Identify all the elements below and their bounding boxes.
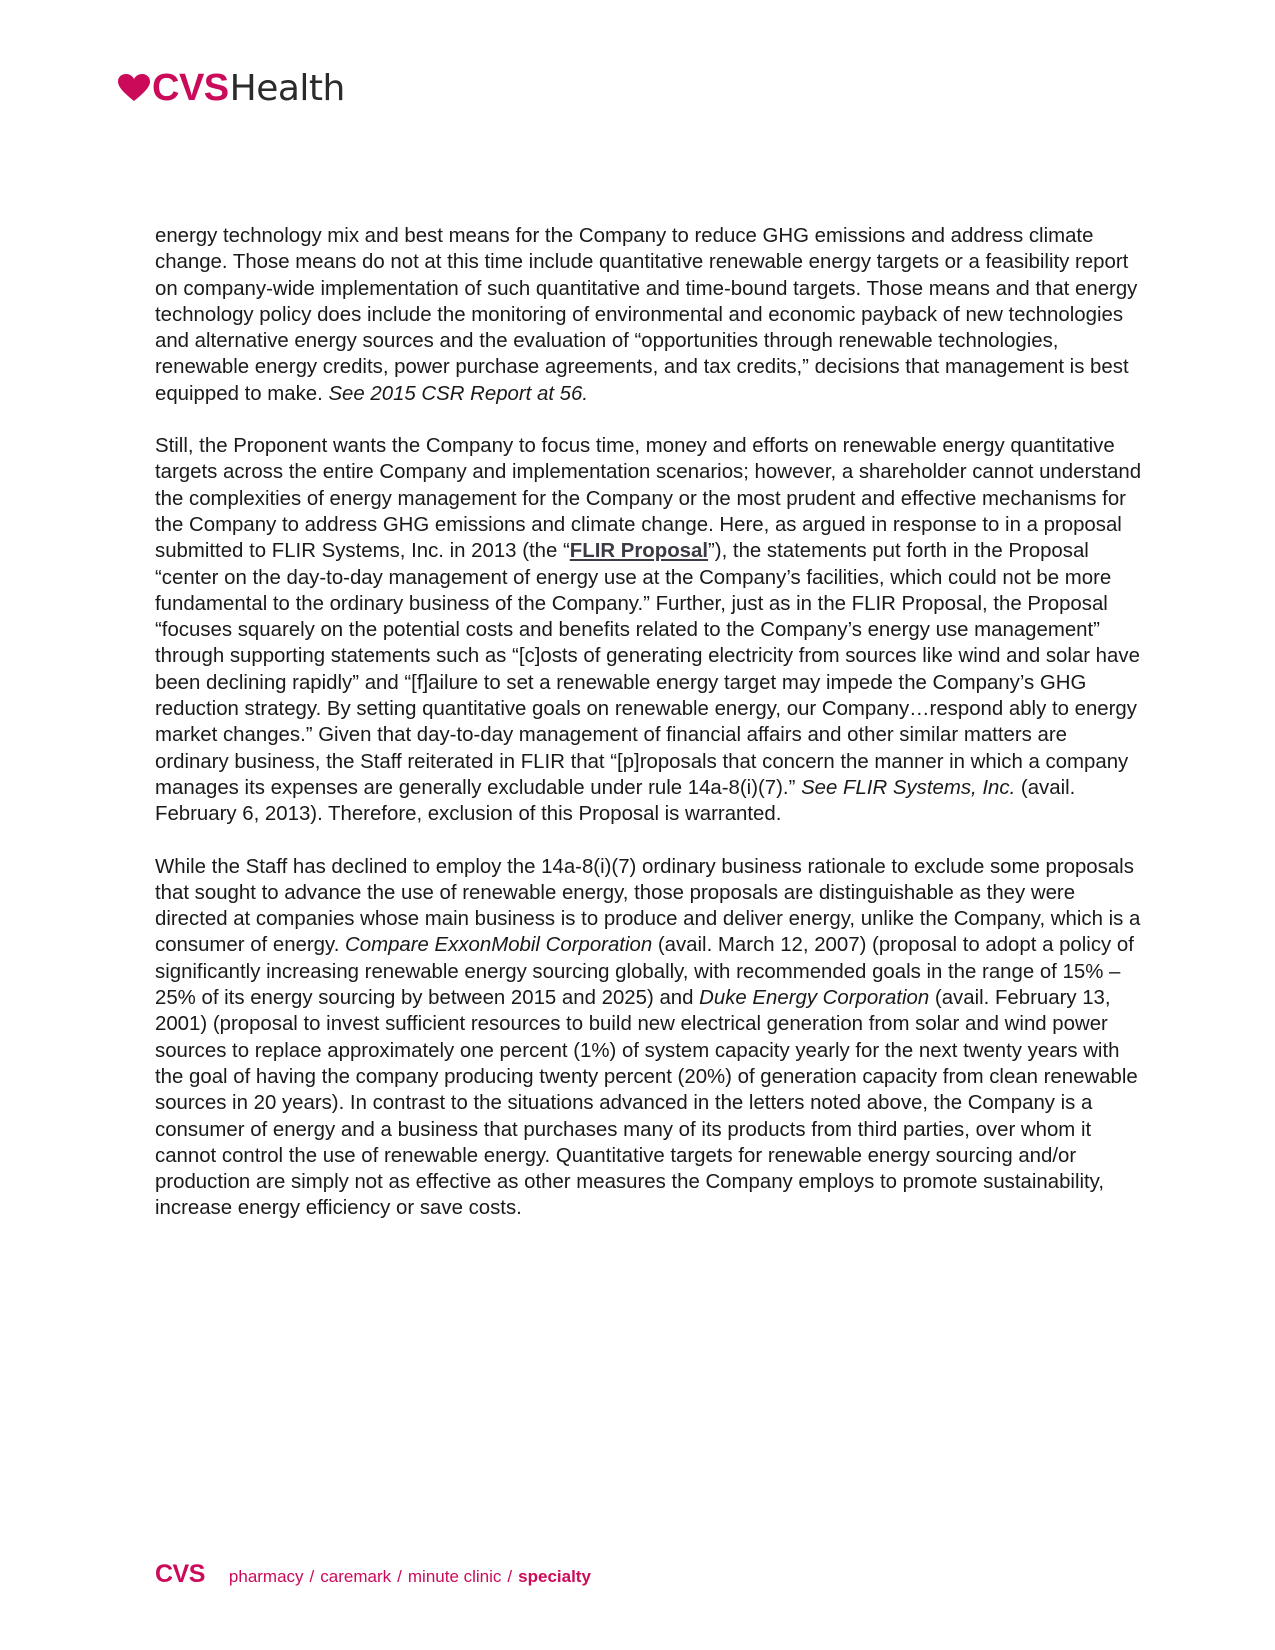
- paragraph: [155, 223, 1145, 407]
- footer-separator: /: [507, 1567, 513, 1586]
- citation: Duke Energy Corporation: [699, 987, 930, 1010]
- cvs-health-logo: [118, 66, 345, 110]
- heart-icon: [118, 74, 150, 102]
- footer-unit-minute-clinic: minute clinic: [407, 1567, 502, 1586]
- footer-unit-caremark: caremark: [320, 1567, 392, 1586]
- defined-term-flir-proposal: FLIR Proposal: [569, 540, 709, 563]
- citation: See 2015 CSR Report at 56.: [328, 382, 589, 405]
- footer-separator: /: [397, 1567, 402, 1586]
- paragraph-text: While the Staff has declined to employ the 14a-8(i)(7) ordinary business rationale to exclude some proposals that sought to advance the use of renewable energy, those proposals are distinguishable as they were directed at companies whose main business is to produce and deliver energy, unlike the Company, which is a consumer of energy.: [155, 855, 1141, 957]
- paragraph-text: Still, the Proponent wants the Company to focus time, money and efforts on renewable energy quantitative targets across the entire Company and implementation scenarios; however, a shareholder cannot understand the complexities of energy management for the Company or the most prudent and effective mechanisms for the Company to address GHG emissions and climate change. Here, as argued in response to in a proposal submitted to FLIR Systems, Inc. in 2013 (the “: [155, 435, 1142, 563]
- footer-business-units: [229, 1567, 591, 1587]
- letter-body: [155, 223, 1145, 1248]
- paragraph-text: (avail. February 6, 2013). Therefore, exclusion of this Proposal is warranted.: [155, 776, 1076, 826]
- footer-cvs-logo: CVS: [155, 1560, 205, 1588]
- paragraph-text: ”), the statements put forth in the Proposal “center on the day-to-day management of energy use at the Company’s facilities, which could not be more fundamental to the ordinary business of the Company.” Further, just as in the FLIR Proposal, the Proposal “focuses squarely on the potential costs and benefits related to the Company’s energy use management” through supporting statements such as “[c]osts of generating electricity from sources like wind and solar have been declining rapidly” and “[f]ailure to set a renewable energy target may impede the Company’s GHG reduction strategy. By setting quantitative goals on renewable energy, our Company…respond ably to energy market changes.” Given that day-to-day management of financial affairs and other similar matters are ordinary business, the Staff reiterated in FLIR that “[p]roposals that concern the manner in which a company manages its expenses are generally excludable under rule 14a-8(i)(7).”: [155, 540, 1140, 799]
- logo-health-text: Health: [229, 67, 345, 109]
- footer-unit-pharmacy: pharmacy: [228, 1567, 304, 1586]
- paragraph: [155, 433, 1145, 827]
- paragraph: [155, 854, 1145, 1222]
- footer-brand-line: [155, 1560, 591, 1589]
- logo-cvs-text: CVS: [152, 66, 229, 109]
- footer-separator: /: [309, 1567, 315, 1586]
- paragraph-text: energy technology mix and best means for the Company to reduce GHG emissions and address climate change. Those means do not at this time include quantitative renewable energy targets or a feasibility report on company-wide implementation of such quantitative and time-bound targets. Those means and that energy technology policy does include the monitoring of environmental and economic payback of new technologies and alternative energy sources and the evaluation of “opportunities through renewable technologies, renewable energy credits, power purchase agreements, and tax credits,” decisions that management is best equipped to make.: [155, 225, 1138, 405]
- footer-unit-specialty: specialty: [518, 1567, 591, 1586]
- citation: See FLIR Systems, Inc.: [801, 776, 1016, 799]
- citation: Compare ExxonMobil Corporation: [345, 934, 653, 957]
- paragraph-text: (avail. February 13, 2001) (proposal to invest sufficient resources to build new electrical generation from solar and wind power sources to replace approximately one percent (1%) of system capacity yearly for the next twenty years with the goal of having the company producing twenty percent (20%) of generation capacity from clean renewable sources in 20 years). In contrast to the situations advanced in the letters noted above, the Company is a consumer of energy and a business that purchases many of its products from third parties, over whom it cannot control the use of renewable energy. Quantitative targets for renewable energy sourcing and/or production are simply not as effective as other measures the Company employs to promote sustainability, increase energy efficiency or save costs.: [155, 987, 1138, 1220]
- paragraph-text: (avail. March 12, 2007) (proposal to adopt a policy of significantly increasing renewable energy sourcing globally, with recommended goals in the range of 15% – 25% of its energy sourcing by between 2015 and 2025) and: [155, 934, 1134, 1010]
